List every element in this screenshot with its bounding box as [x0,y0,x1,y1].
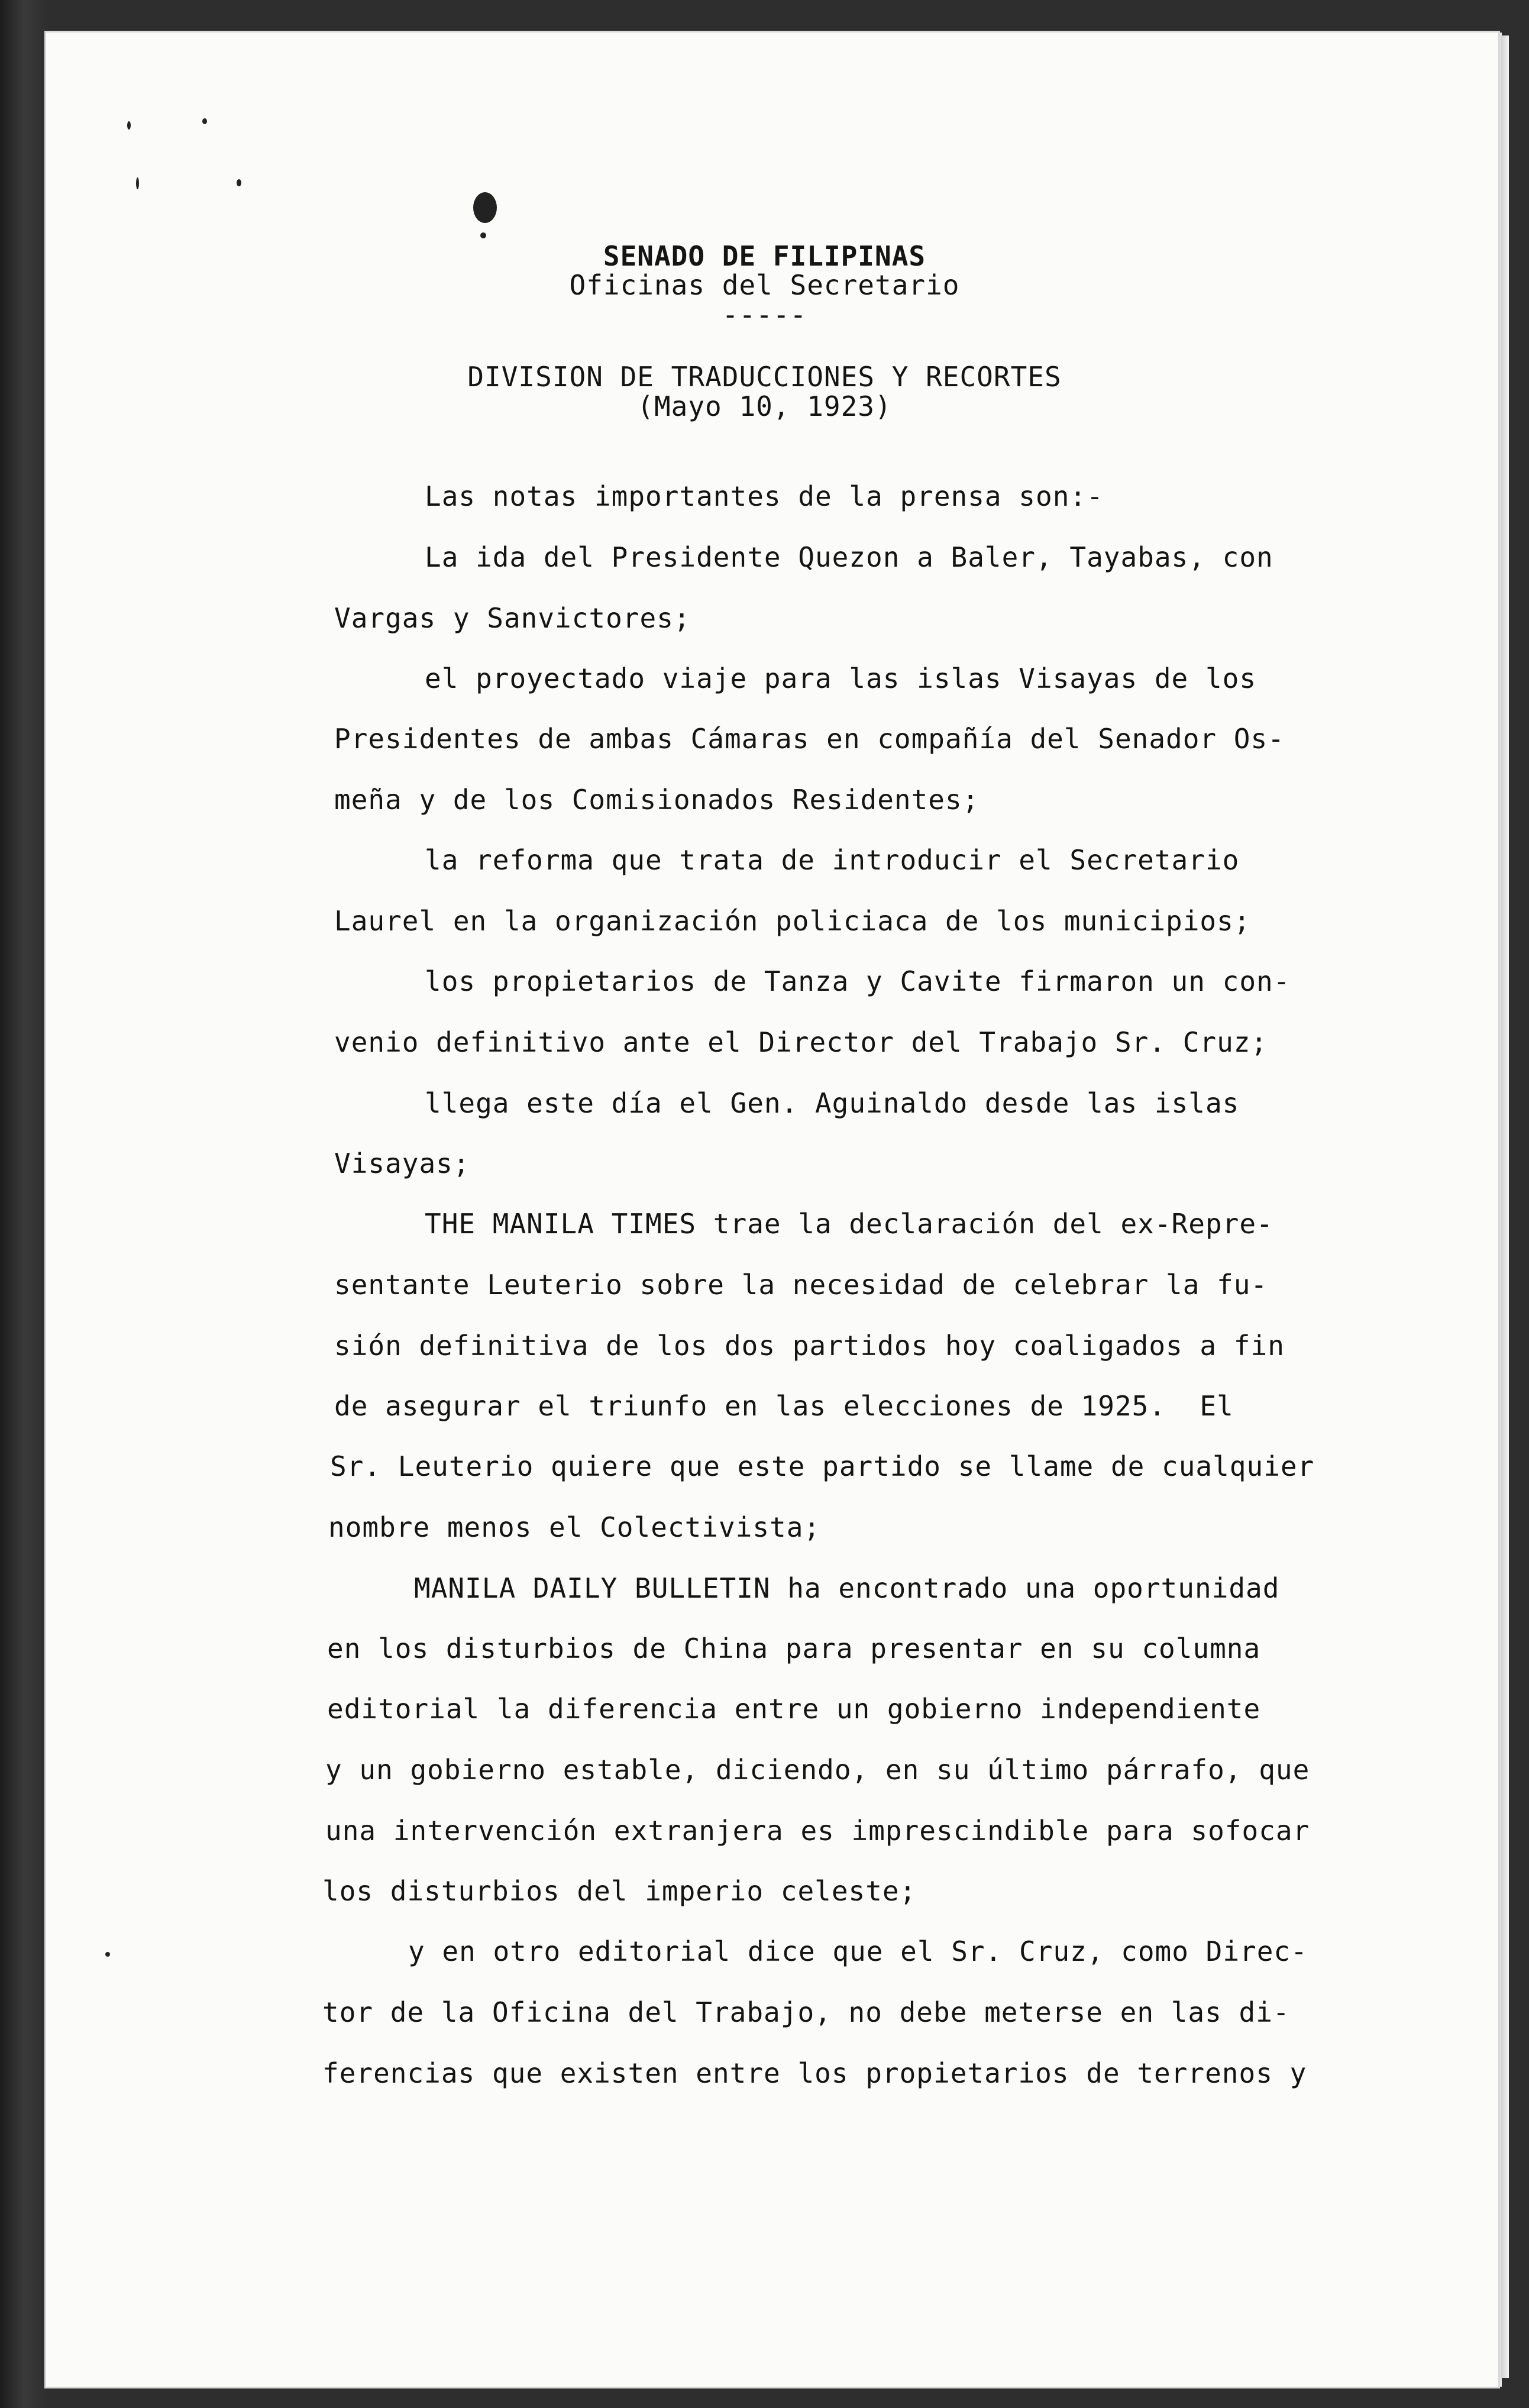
body-line: nombre menos el Colectivista; [328,1511,821,1543]
body-line: THE MANILA TIMES trae la declaración del ex-Repre- [425,1208,1273,1240]
senate-heading: SENADO DE FILIPINAS [603,240,926,272]
division-heading: DIVISION DE TRADUCCIONES Y RECORTES [467,361,1062,393]
heading-separator: ----- [722,299,807,331]
body-line: de asegurar el triunfo en las elecciones de 1925. El [334,1390,1234,1422]
body-line: llega este día el Gen. Aguinaldo desde las islas [425,1087,1240,1119]
body-line: en los disturbios de China para presentar en su columna [327,1633,1261,1664]
ink-speck [127,121,131,130]
body-line: Laurel en la organización policiaca de los municipios; [334,905,1251,937]
body-line: sión definitiva de los dos partidos hoy coaligados a fin [334,1330,1285,1362]
body-line: Las notas importantes de la prensa son:- [425,480,1104,512]
body-line: MANILA DAILY BULLETIN ha encontrado una oportunidad [414,1572,1280,1604]
body-line: La ida del Presidente Quezon a Baler, Tayabas, con [425,541,1273,573]
body-line: tor de la Oficina del Trabajo, no debe meterse en las di- [322,1996,1290,2028]
body-line: ferencias que existen entre los propietarios de terrenos y [322,2057,1307,2089]
ink-speck [480,232,486,238]
document-date: (Mayo 10, 1923) [637,390,892,422]
body-line: y en otro editorial dice que el Sr. Cruz, como Direc- [408,1935,1308,1967]
ink-speck [237,179,241,186]
body-line: y un gobierno estable, diciendo, en su último párrafo, que [325,1754,1310,1786]
body-line: Sr. Leuterio quiere que este partido se llame de cualquier [330,1450,1315,1482]
body-line: venio definitivo ante el Director del Trabajo Sr. Cruz; [334,1026,1268,1058]
body-line: Visayas; [334,1148,470,1179]
body-line: una intervención extranjera es imprescindible para sofocar [325,1815,1310,1847]
body-line: la reforma que trata de introducir el Secretario [425,844,1240,876]
body-line: el proyectado viaje para las islas Visayas de los [425,662,1257,694]
ink-speck [105,1952,110,1957]
body-line: editorial la diferencia entre un gobierno independiente [327,1693,1261,1725]
body-line: los propietarios de Tanza y Cavite firmaron un con- [425,965,1291,997]
ink-speck [473,192,497,223]
body-line: sentante Leuterio sobre la necesidad de celebrar la fu- [334,1269,1268,1301]
body-line: Vargas y Sanvictores; [334,602,691,634]
ink-speck [202,118,207,124]
ink-speck [136,177,139,189]
body-line: los disturbios del imperio celeste; [322,1875,917,1907]
body-line: Presidentes de ambas Cámaras en compañía del Senador Os- [334,723,1285,755]
office-heading: Oficinas del Secretario [569,269,960,301]
body-line: meña y de los Comisionados Residentes; [334,784,980,816]
